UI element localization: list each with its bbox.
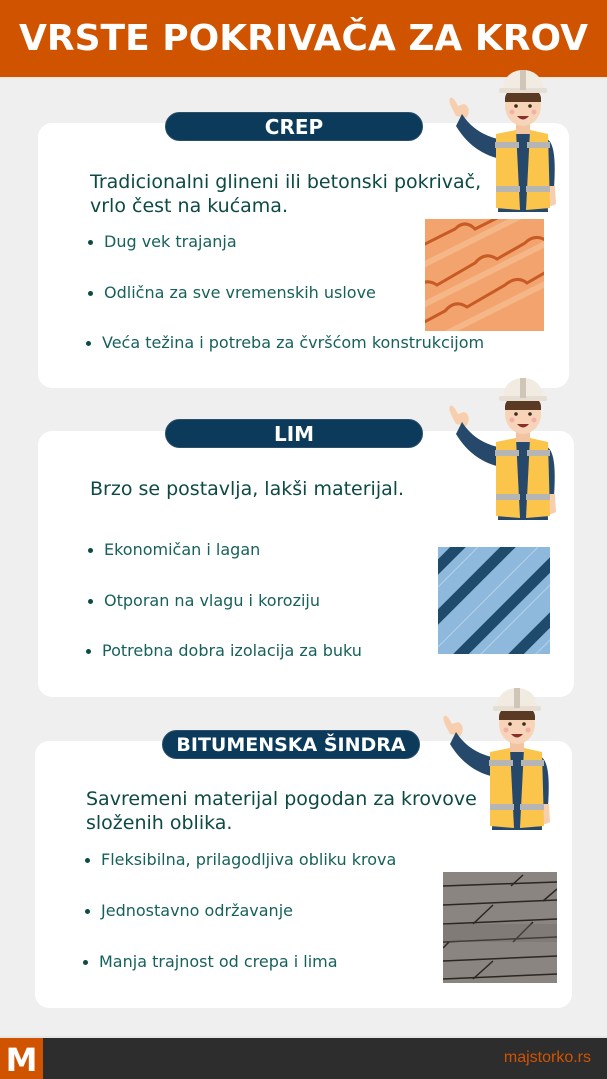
footer-bar (0, 1036, 607, 1079)
construction-worker-icon (438, 376, 568, 526)
list-item: Jednostavno održavanje (85, 901, 293, 921)
list-item: Potrebna dobra izolacija za buku (86, 641, 362, 661)
bullet-dot-icon (88, 240, 93, 245)
list-item: Manja trajnost od crepa i lima (83, 952, 338, 972)
bullet-dot-icon (88, 599, 93, 604)
list-item: Dug vek trajanja (88, 232, 237, 252)
section-intro-lim: Brzo se postavlja, lakši materijal. (90, 478, 405, 500)
list-item: Fleksibilna, prilagodljiva obliku krova (85, 850, 396, 870)
list-item: Odlična za sve vremenskih uslove (88, 283, 376, 303)
bullet-dot-icon (85, 909, 90, 914)
bullet-dot-icon (86, 341, 91, 346)
majstorko-logo[interactable]: M (0, 1038, 43, 1079)
website-link[interactable]: majstorko.rs (503, 1049, 591, 1066)
section-title-lim: LIM (165, 419, 423, 448)
section-intro-crep: Tradicionalni glineni ili betonski pokrivač, vrlo čest na kućama. (90, 171, 482, 217)
bullet-dot-icon (85, 858, 90, 863)
asphalt-shingles-image (443, 872, 557, 983)
metal-roof-sheet-image (438, 547, 550, 654)
section-title-bitumenska-sindra: BITUMENSKA ŠINDRA (162, 730, 420, 759)
page-title: VRSTE POKRIVAČA ZA KROV (19, 18, 588, 59)
section-title-crep: CREP (165, 112, 423, 141)
list-item: Ekonomičan i lagan (88, 540, 260, 560)
list-item: Veća težina i potreba za čvršćom konstrukcijom (86, 333, 484, 353)
bullet-dot-icon (83, 960, 88, 965)
bullet-dot-icon (88, 291, 93, 296)
bullet-dot-icon (88, 548, 93, 553)
section-intro-bitumenska-sindra: Savremeni materijal pogodan za krovove složenih oblika. (86, 788, 477, 834)
clay-roof-tiles-image (425, 219, 544, 331)
bullet-dot-icon (86, 649, 91, 654)
list-item: Otporan na vlagu i koroziju (88, 591, 320, 611)
